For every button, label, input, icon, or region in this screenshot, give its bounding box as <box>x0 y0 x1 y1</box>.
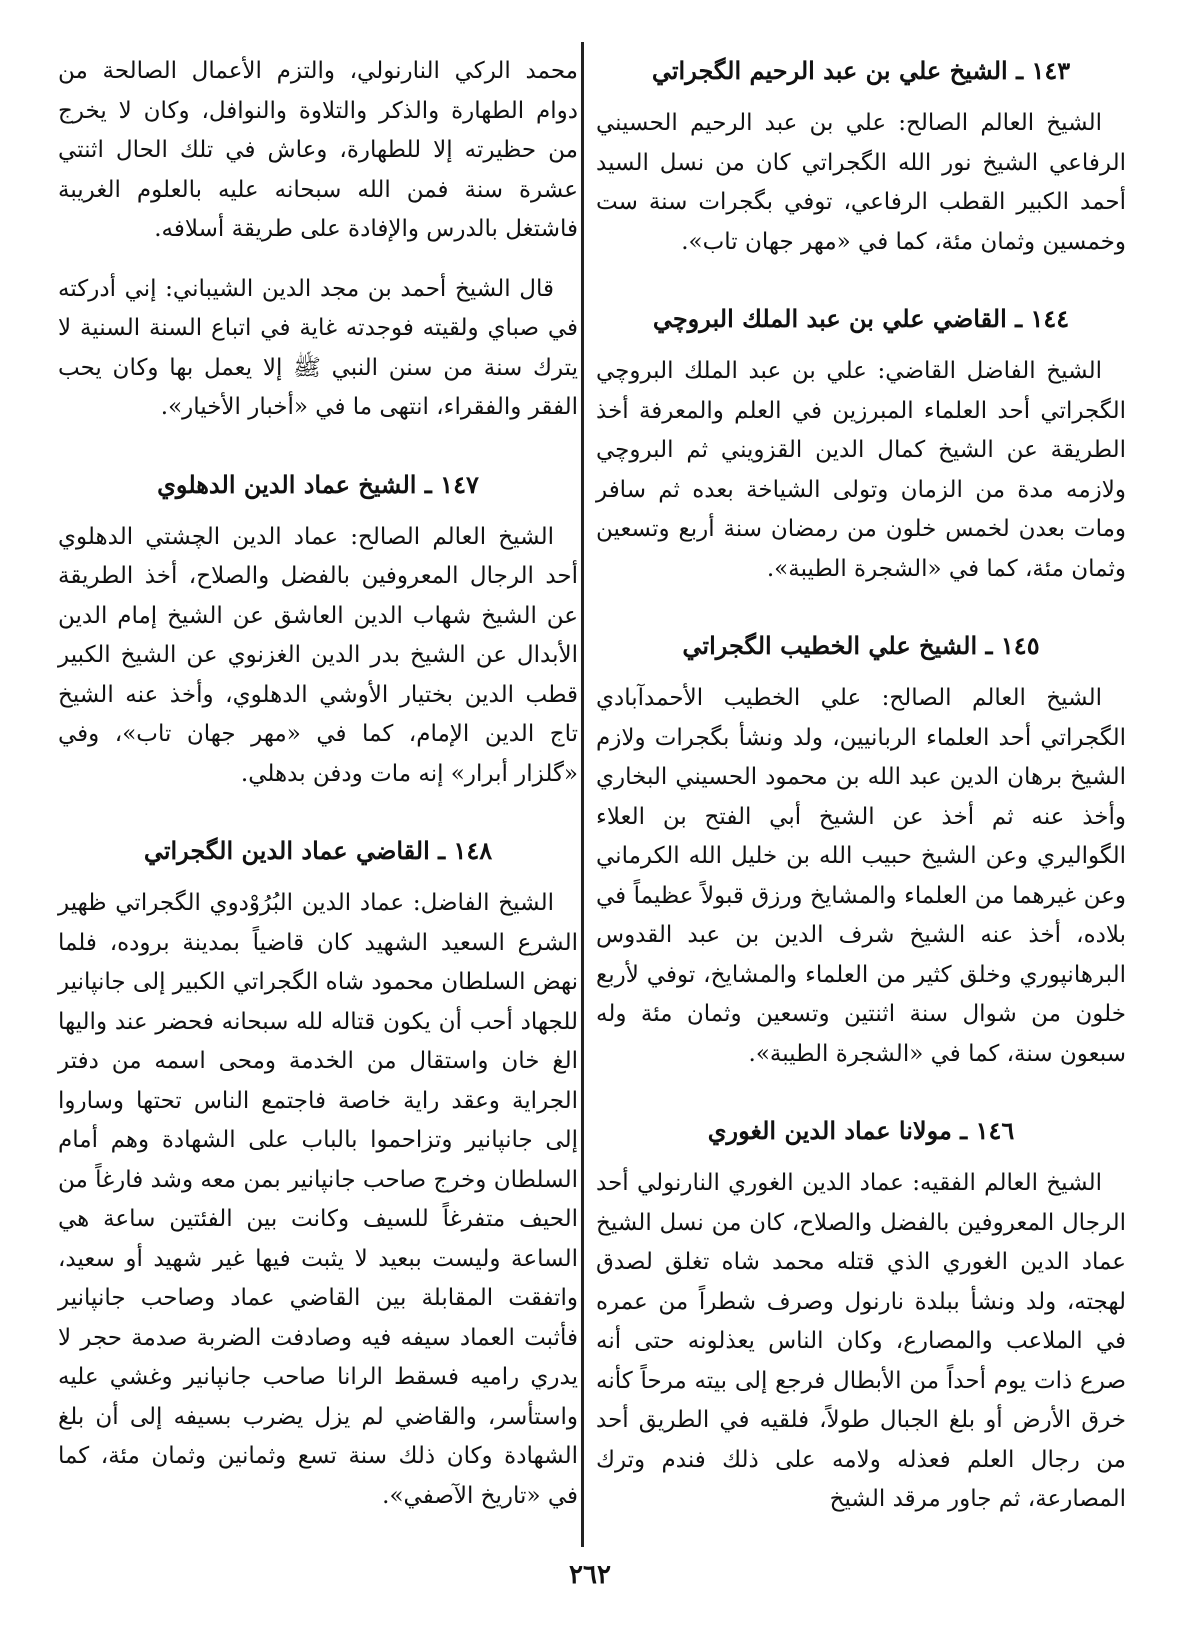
quote-text: قال الشيخ أحمد بن مجد الدين الشيباني: إني أدركته في صباي ولقيته فوجدته غاية في اتباع السنة السنية لا يترك سنة من سنن النبي ﷺ إلا يعمل بها وكان يحب الفقر والفقراء، انتهى ما في «أخبار الأخيار». <box>58 275 578 420</box>
column-divider <box>581 42 584 1547</box>
left-column <box>58 52 578 1516</box>
entry-heading: ١٤٦ ـ مولانا عماد الدين الغوري <box>707 1116 1015 1145</box>
entry-145 <box>596 627 1126 1074</box>
entry-text: الشيخ العالم الصالح: عماد الدين الچشتي الدهلوي أحد الرجال المعروفين بالفضل والصلاح، أخذ الطريقة عن الشيخ شهاب الدين العاشق عن الشيخ إمام الدين الأبدال عن الشيخ بدر الدين الغزنوي عن الشيخ الكبير قطب الدين بختيار الأوشي الدهلوي، وأخذ عنه الشيخ تاج الدين الإمام، كما في «مهر جهان تاب»، وفي «گلزار أبرار» إنه مات ودفن بدهلي. <box>58 523 578 787</box>
entry-148 <box>58 832 578 1516</box>
entry-heading: ١٤٤ ـ القاضي علي بن عبد الملك البروچي <box>652 304 1070 333</box>
entry-text: الشيخ العالم الفقيه: عماد الدين الغوري النارنولي أحد الرجال المعروفين بالفضل والصلاح، كان من نسل الشيخ عماد الدين الغوري الذي قتله محمد شاه تغلق لصدق لهجته، ولد ونشأ ببلدة نارنول وصرف شطراً من عمره في الملاعب والمصارع، وكان الناس يعذلونه حتى أنه صرع ذات يوم أحداً من الأبطال فرجع إلى بيته مرحاً كأنه خرق الأرض أو بلغ الجبال طولاً، فلقيه في الطريق أحد من رجال العلم فعذله ولامه على ذلك فندم وترك المصارعة، ثم جاور مرقد الشيخ <box>596 1170 1126 1512</box>
entry-heading: ١٤٨ ـ القاضي عماد الدين الگجراتي <box>143 836 493 865</box>
entry-147 <box>58 466 578 795</box>
entry-143 <box>596 52 1126 262</box>
entry-text: الشيخ العالم الصالح: علي الخطيب الأحمدآبادي الگجراتي أحد العلماء الربانيين، ولد ونشأ بگجرات ولازم الشيخ برهان الدين عبد الله بن محمود الحسيني البخاري وأخذ عنه ثم أخذ عن الشيخ أبي الفتح بن العلاء الگواليري وعن الشيخ حبيب الله بن خليل الله الكرماني وعن غيرهما من العلماء والمشايخ ورزق قبولاً عظيماً في بلاده، أخذ عنه الشيخ شرف الدين بن عبد القدوس البرهانپوري وخلق كثير من العلماء والمشايخ، توفي لأربع خلون من شوال سنة اثنتين وتسعين وثمان مئة وله سبعون سنة، كما في «الشجرة الطيبة». <box>596 685 1126 1067</box>
entry-text: الشيخ الفاضل القاضي: علي بن عبد الملك البروچي الگجراتي أحد العلماء المبرزين في العلم والمعرفة أخذ الطريقة عن الشيخ كمال الدين القزويني ثم البروچي ولازمه مدة من الزمان وتولى الشياخة بعده ثم سافر ومات بعدن لخمس خلون من رمضان سنة أربع وتسعين وثمان مئة، كما في «الشجرة الطيبة». <box>596 358 1126 582</box>
entry-heading: ١٤٣ ـ الشيخ علي بن عبد الرحيم الگجراتي <box>651 56 1071 85</box>
right-column <box>596 52 1126 1520</box>
entry-146 <box>596 1112 1126 1520</box>
entry-text: الشيخ الفاضل: عماد الدين البُرُوْدوي الگجراتي ظهير الشرع السعيد الشهيد كان قاضياً بمدينة بروده، فلما نهض السلطان محمود شاه الگجراتي الكبير إلى جانپانير للجهاد أحب أن يكون قتاله لله سبحانه فحضر عند واليها الغ خان واستقال من الخدمة ومحى اسمه من دفتر الجراية وعقد راية خاصة فاجتمع الناس تحتها وساروا إلى جانپانير وتزاحموا بالباب على الشهادة وهم أمام السلطان وخرج صاحب جانپانير بمن معه وشد فارغاً من الحيف متفرغاً للسيف وكانت بين الفئتين ساعة هي الساعة وليست ببعيد لا يثبت فيها غير شهيد أو سعيد، واتفقت المقابلة بين القاضي عماد وصاحب جانپانير فأثبت العماد سيفه فيه وصادفت الضربة صدمة حجر لا يدري راميه فسقط الرانا صاحب جانپانير وغشي عليه واستأسر، والقاضي لم يزل يضرب بسيفه إلى أن بلغ الشهادة وكان ذلك سنة تسع وثمانين وثمان مئة، كما في «تاريخ الآصفي». <box>57 890 578 1509</box>
entry-heading: ١٤٥ ـ الشيخ علي الخطيب الگجراتي <box>682 631 1040 660</box>
page-number: ٢٦٢ <box>569 1560 611 1590</box>
entry-text: الشيخ العالم الصالح: علي بن عبد الرحيم الحسيني الرفاعي الشيخ نور الله الگجراتي كان من نسل السيد أحمد الكبير القطب الرفاعي، توفي بگجرات سنة ست وخمسين وثمان مئة، كما في «مهر جهان تاب». <box>596 110 1126 255</box>
entry-144 <box>596 300 1126 589</box>
continuation-text: محمد الركي النارنولي، والتزم الأعمال الصالحة من دوام الطهارة والذكر والتلاوة والنوافل، وكان لا يخرج من حظيرته إلا للطهارة، وعاش في تلك الحال اثنتي عشرة سنة فمن الله سبحانه عليه بالعلوم الغريبة فاشتغل بالدرس والإفادة على طريقة أسلافه. <box>58 58 578 242</box>
entry-heading: ١٤٧ ـ الشيخ عماد الدين الدهلوي <box>157 469 479 499</box>
